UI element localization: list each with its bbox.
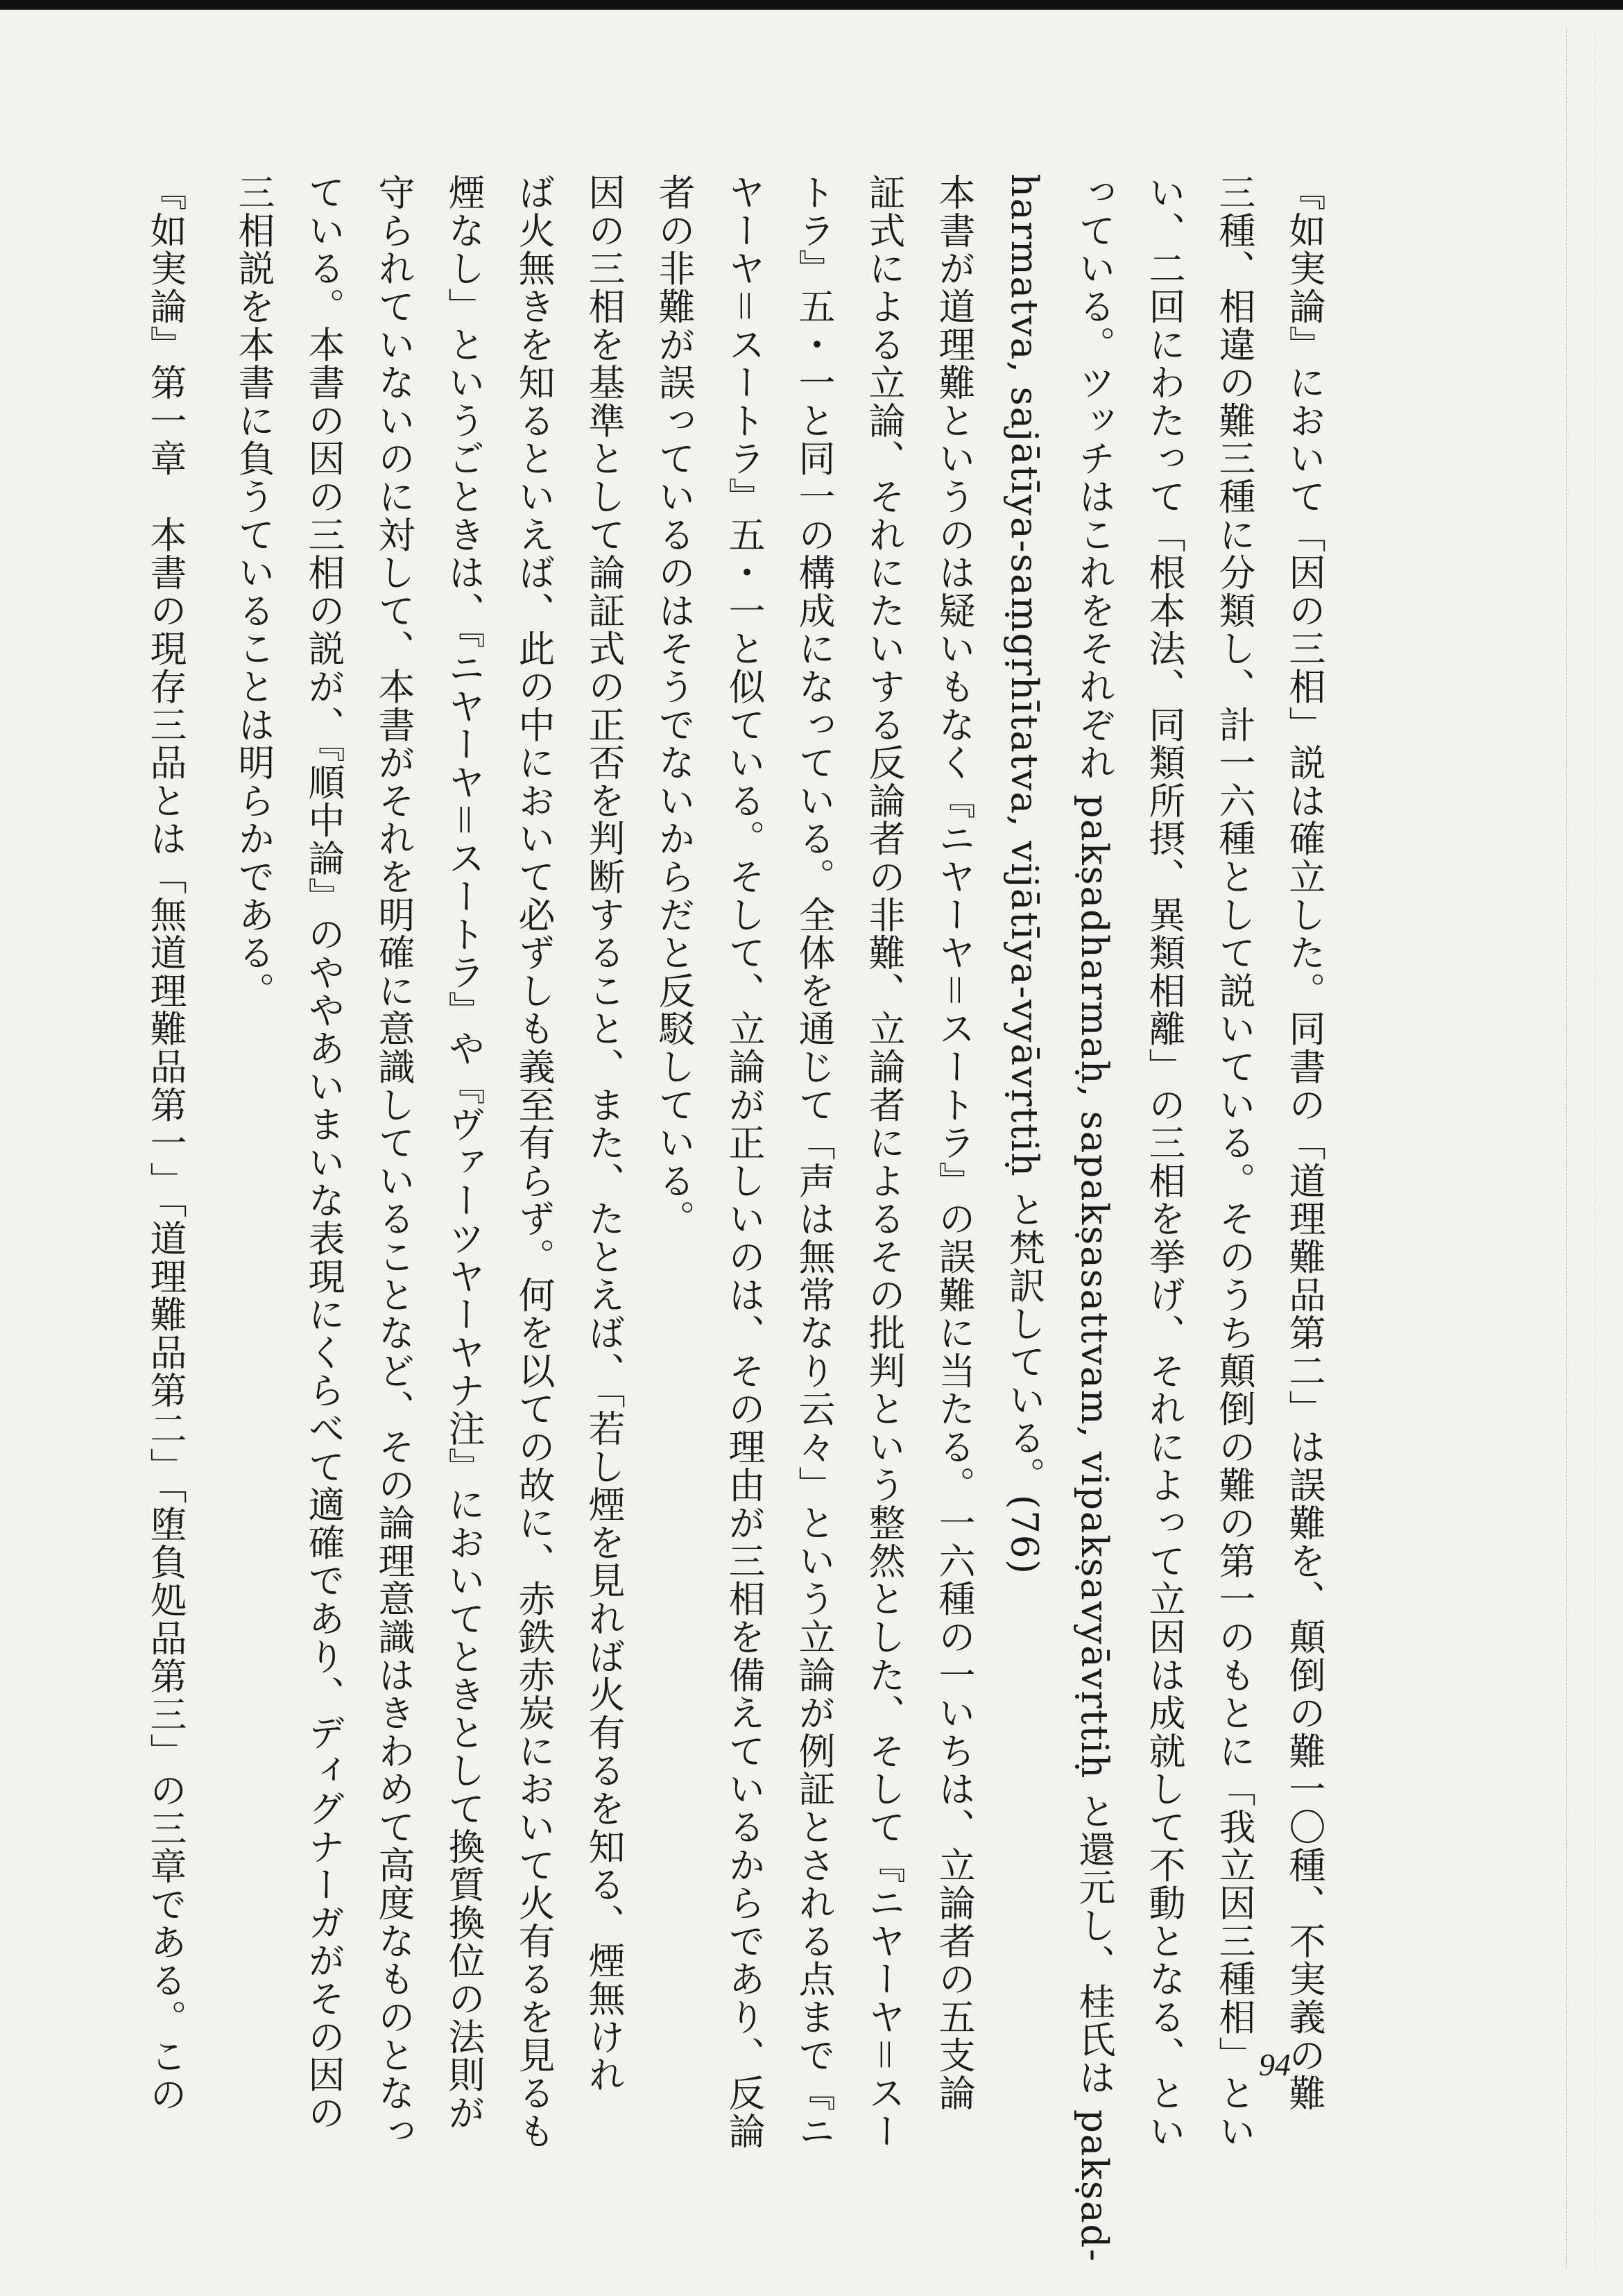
text-line-14: 守られていないのに対して、本書がそれを明確に意識していることなど、その論理意識はきわめて高度なものとなっ (372, 173, 415, 2150)
text-line-9: ヤーヤ＝スートラ』五・一と似ている。そして、立論が正しいのは、その理由が三相を備えているからであり、反論 (723, 173, 765, 2150)
text-line-1: 『如実論』において「因の三相」説は確立した。同書の「道理難品第二」は誤難を、顛倒の難一〇種、不実義の難 (1283, 173, 1325, 2112)
text-line-7: 証式による立論、それにたいする反論者の非難、立論者によるその批判という整然とした、そして『ニヤーヤ＝スー (863, 173, 905, 2150)
scan-edge-margin (1566, 28, 1595, 2268)
text-line-12: ば火無きを知るといえば、此の中において必ずしも義至有らず。何を以ての故に、赤鉄赤炭において火有るを見るも (513, 173, 555, 2150)
text-line-16: 三相説を本書に負うていることは明らかである。 (232, 173, 275, 1010)
text-line-13: 煙なし」というごときは、『ニヤーヤ＝スートラ』や『ヴァーツヤーヤナ注』においてときとして換質換位の法則が (443, 173, 485, 2132)
text-line-17-note: 『如実論』第一章 本書の現存三品とは「無道理難品第一」「道理難品第二」「堕負処品第三」の三章である。この (144, 173, 187, 2114)
page-number: 94 (1259, 2047, 1291, 2082)
text-line-5: harmatva, sajātīya-saṃgṛhītatva, vijātīya-vyāvṛttiḥ と梵訳している。(76) (1003, 173, 1045, 1575)
text-line-4: っている。ツッチはこれをそれぞれ pakṣadharmaḥ, sapakṣasattvam, vipakṣavyāvṛttiḥ と還元し、桂氏は pakṣad- (1073, 173, 1115, 2263)
text-line-15: ている。本書の因の三相の説が、『順中論』のややあいまいな表現にくらべて適確であり、ディグナーガがその因の (302, 173, 345, 2132)
text-line-8: トラ』五・一と同一の構成になっている。全体を通じて「声は無常なり云々」という立論が例証とされる点まで『ニ (793, 173, 835, 2150)
text-line-6: 本書が道理難というのは疑いもなく『ニヤーヤ＝スートラ』の誤難に当たる。一六種の一いちは、立論者の五支論 (933, 173, 975, 2112)
text-line-10: 者の非難が誤っているのはそうでないからだと反駁している。 (653, 173, 695, 1238)
top-edge-rule (0, 0, 1623, 10)
text-line-3: い、二回にわたって「根本法、同類所摂、異類相離」の三相を挙げ、それによって立因は成就して不動となる、とい (1143, 173, 1185, 2150)
text-line-11: 因の三相を基準として論証式の正否を判断すること、また、たとえば、「若し煙を見れば火有るを知る、煙無けれ (583, 173, 625, 2094)
text-line-2: 三種、相違の難三種に分類し、計一六種として説いている。そのうち顛倒の難の第一のもとに「我立因三種相」とい (1213, 173, 1255, 2150)
